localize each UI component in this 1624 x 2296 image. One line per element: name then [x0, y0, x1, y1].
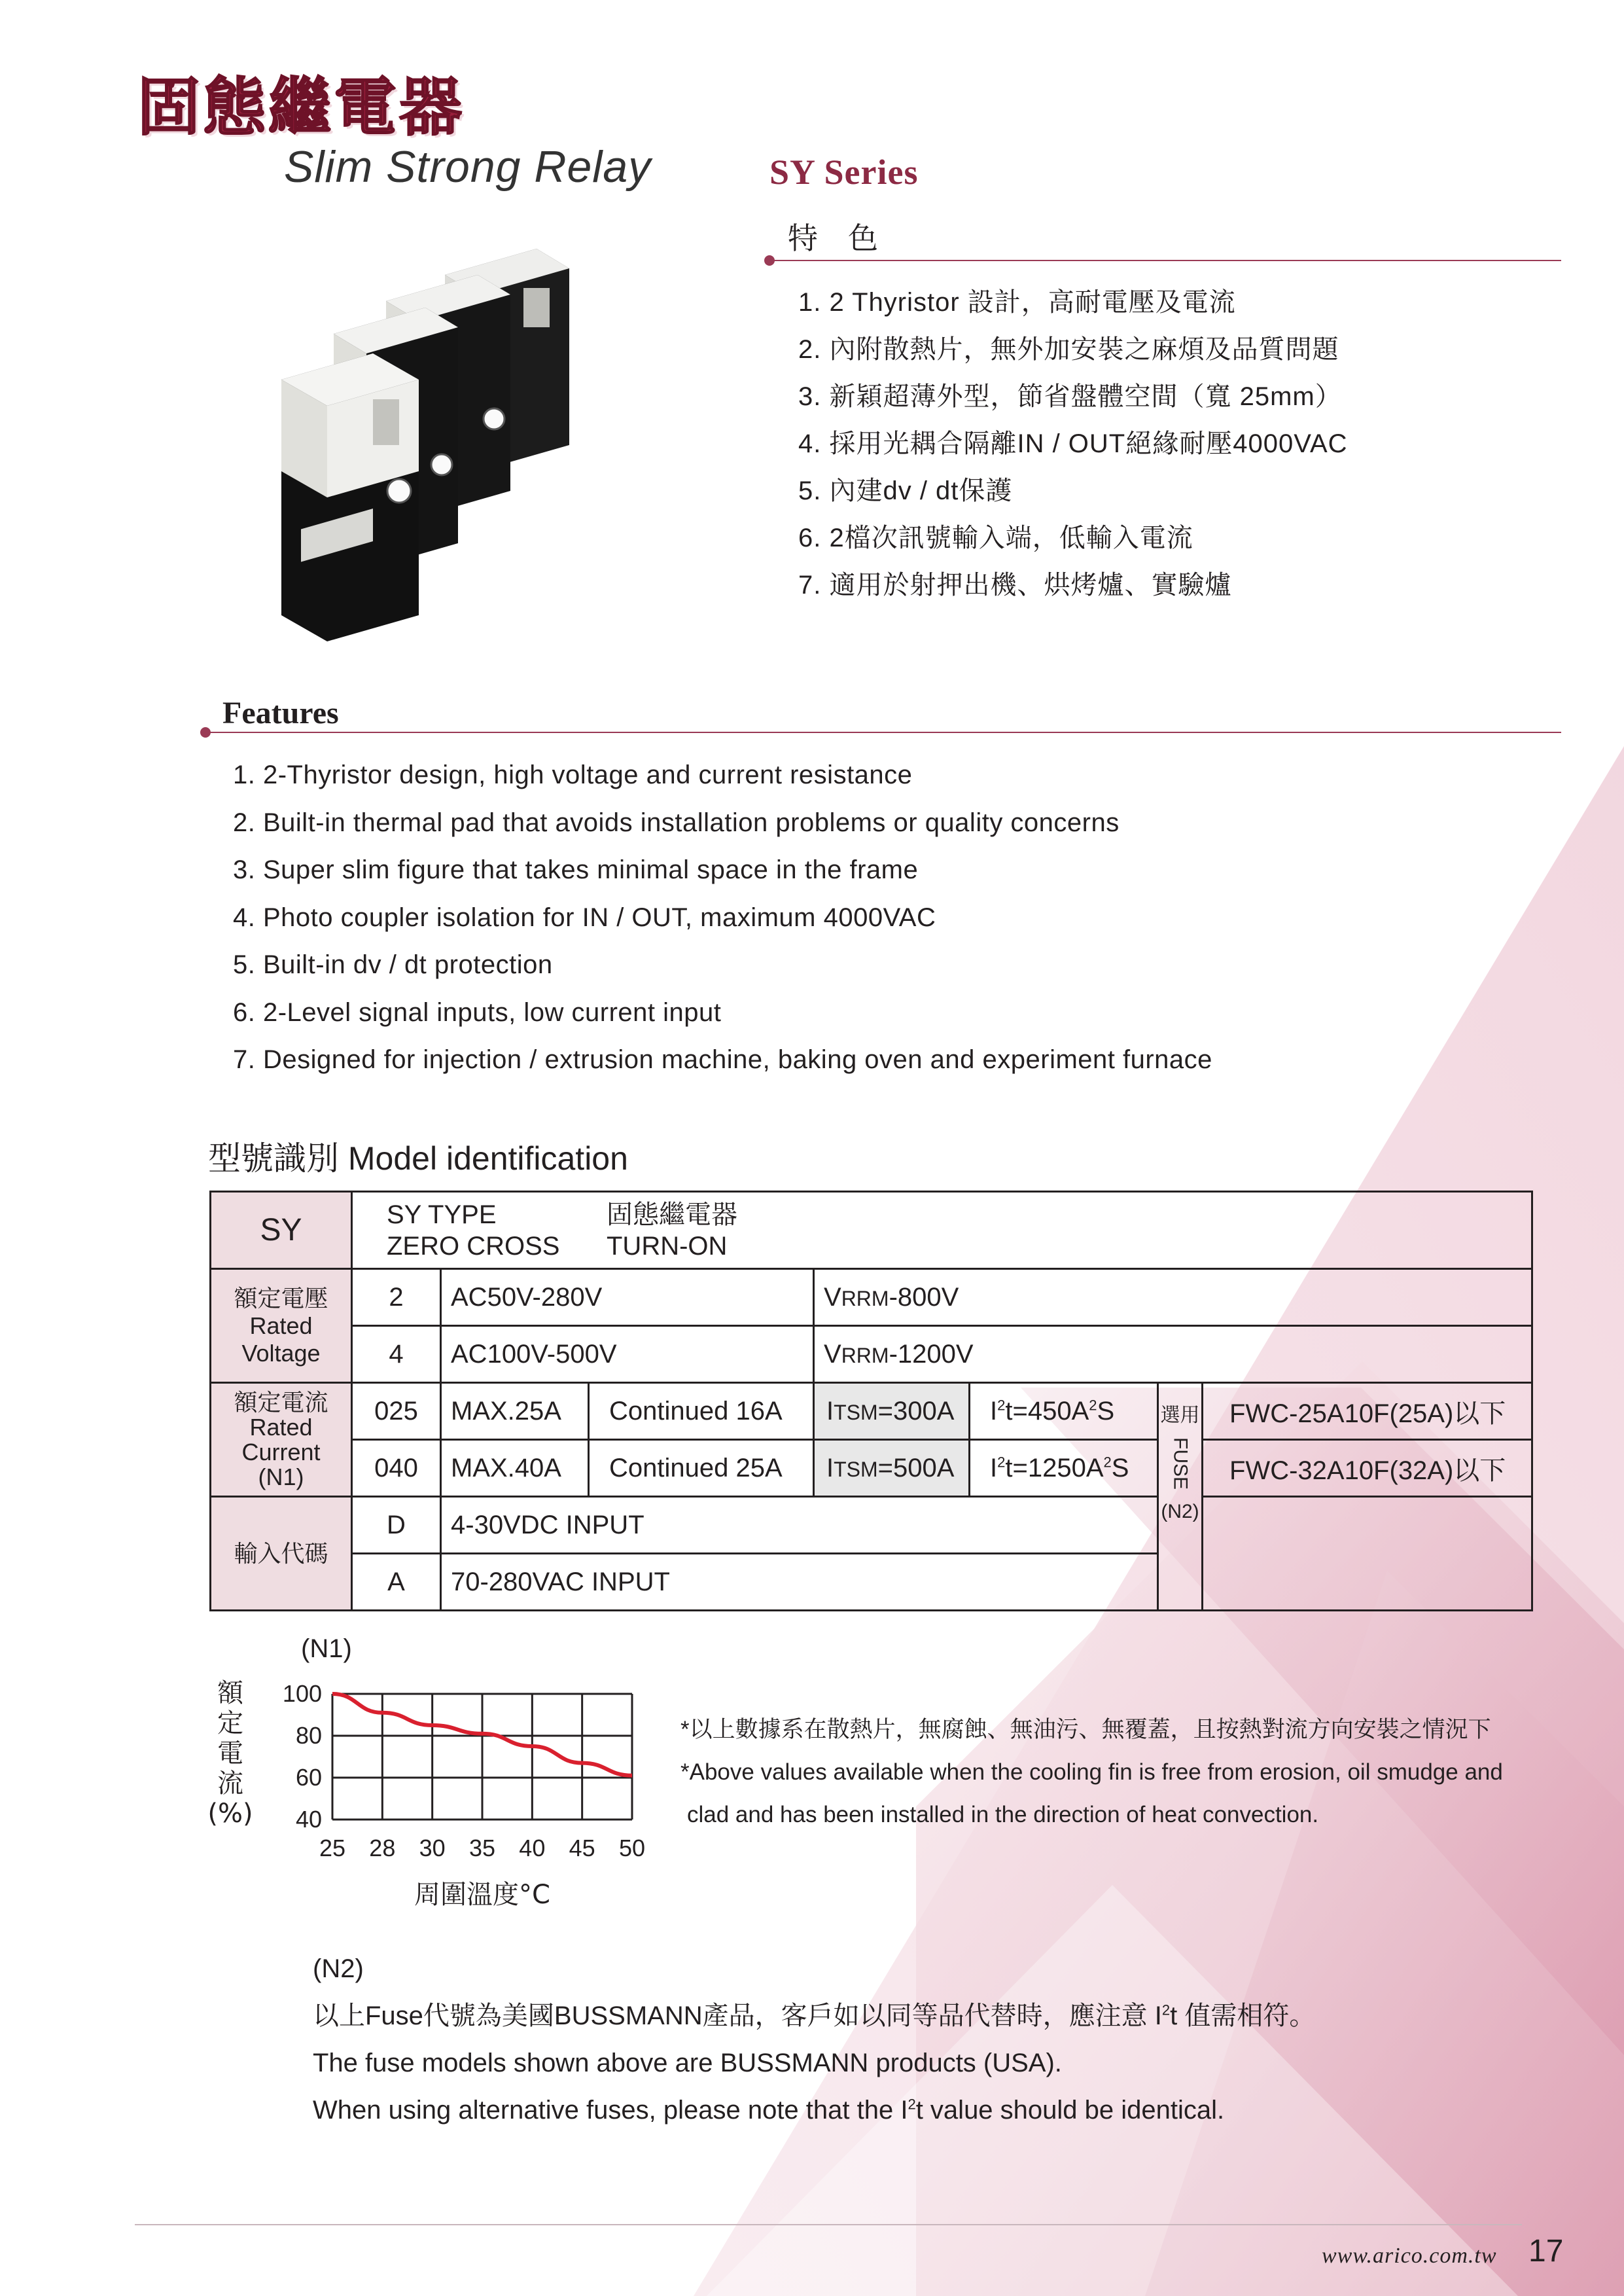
i2t-part: I [990, 1453, 998, 1482]
chart-x-tick-label: 45 [569, 1835, 595, 1861]
list-item: 2. 內附散熱片，無外加安裝之麻煩及品質問題 [798, 335, 1339, 364]
chart-y-label-part: 定 [217, 1708, 243, 1738]
features-en-heading: Features [222, 696, 339, 730]
v-prefix: V [824, 1282, 841, 1312]
table-cell-vrrm [814, 1326, 1532, 1383]
header-en: Rated Voltage [241, 1312, 321, 1367]
series-name: SY Series [769, 152, 919, 192]
superscript: 2 [1089, 1397, 1097, 1414]
n2-label: (N2) [313, 1954, 364, 1983]
chart-y-label-part: (%) [207, 1799, 253, 1829]
itsm-val: =300A [877, 1396, 955, 1426]
chart-x-tick-label: 28 [369, 1835, 396, 1861]
rated-current-header [211, 1383, 352, 1497]
list-item: 7. 適用於射押出機、烘烤爐、實驗爐 [798, 571, 1232, 600]
text-part: t 值需相符。 [1170, 2001, 1316, 2030]
table-cell-sy: SY [211, 1192, 352, 1269]
superscript: 2 [1103, 1454, 1112, 1471]
derating-chart [196, 1630, 694, 1931]
list-item: 4. 採用光耦合隔離IN / OUT絕緣耐壓4000VAC [798, 429, 1348, 458]
table-cell-code: A [352, 1554, 441, 1611]
input-code-header: 輸入代碼 [211, 1497, 352, 1611]
fuse-note: (N2) [1161, 1500, 1199, 1522]
itsm-prefix: I [826, 1396, 834, 1426]
i2t-part: S [1097, 1396, 1115, 1426]
chart-y-tick-label: 100 [282, 1680, 322, 1707]
superscript: 2 [1161, 2001, 1171, 2018]
table-cell-code: 040 [352, 1440, 441, 1497]
table-cell-vrrm [814, 1269, 1532, 1326]
chart-y-label-part: 流 [217, 1768, 243, 1799]
chart-y-tick-label: 40 [295, 1806, 322, 1833]
footer-url: www.arico.com.tw [1322, 2244, 1497, 2268]
table-row [211, 1192, 1532, 1269]
table-cell-code: D [352, 1497, 441, 1554]
turn-on-label: TURN-ON [607, 1231, 728, 1261]
table-cell-range: AC50V-280V [441, 1269, 814, 1326]
chart-y-label-part: 額 [217, 1678, 243, 1708]
table-cell-input: 70-280VAC INPUT [441, 1554, 1158, 1611]
itsm-val: =500A [877, 1453, 955, 1482]
fuse-column [1158, 1383, 1203, 1611]
table-row [211, 1497, 1532, 1554]
v-val: -1200V [889, 1339, 974, 1369]
itsm-prefix: I [826, 1453, 834, 1482]
fuse-select-label: 選用 [1160, 1405, 1200, 1427]
model-id-table [209, 1191, 1533, 1611]
table-cell-continued: Continued 25A [589, 1440, 814, 1497]
page-title-en: Slim Strong Relay [284, 142, 652, 192]
superscript: 2 [997, 1397, 1006, 1414]
note-line: clad and has been installed in the direction of heat convection. [687, 1802, 1319, 1827]
page-number: 17 [1528, 2234, 1564, 2269]
v-sub: RRM [841, 1343, 889, 1367]
relay-module-front [281, 353, 419, 641]
section-rule [205, 732, 1561, 733]
chart-x-tick-label: 25 [319, 1835, 346, 1861]
table-row [211, 1383, 1532, 1440]
text-part: 以上Fuse代號為美國BUSSMANN產品，客戶如以同等品代替時，應注意 I [313, 2001, 1162, 2030]
chart-title: (N1) [301, 1634, 352, 1663]
v-prefix: V [824, 1339, 841, 1369]
table-cell-itsm [814, 1440, 970, 1497]
header-en: Rated Current [241, 1413, 321, 1465]
page-title-cn: 固態繼電器 [137, 70, 465, 144]
chart-x-tick-label: 50 [618, 1835, 646, 1861]
table-cell-fuse: FWC-32A10F(32A)以下 [1203, 1440, 1532, 1497]
n2-en2 [313, 2087, 1315, 2134]
list-item: 3. Super slim figure that takes minimal space in the frame [233, 855, 919, 884]
n2-en1: The fuse models shown above are BUSSMANN products (USA). [313, 2049, 1062, 2077]
chart-x-tick-label: 35 [468, 1835, 496, 1861]
list-item: 6. 2檔次訊號輸入端，低輸入電流 [798, 524, 1193, 552]
type-label: SY TYPE [387, 1200, 497, 1229]
table-cell-code: 025 [352, 1383, 441, 1440]
fuse-label: FUSE [1169, 1437, 1192, 1490]
rated-voltage-header [211, 1269, 352, 1383]
table-row [211, 1440, 1532, 1497]
section-rule [769, 260, 1561, 261]
table-cell-max: MAX.40A [441, 1440, 589, 1497]
itsm-sub: TSM [834, 1400, 878, 1424]
list-item: 5. 內建dv / dt保護 [798, 476, 1013, 505]
list-item: 1. 2 Thyristor 設計，高耐電壓及電流 [798, 288, 1236, 317]
type-label-cn: 固態繼電器 [607, 1200, 737, 1229]
text-part: When using alternative fuses, please note that the I [313, 2096, 908, 2125]
table-cell-code: 2 [352, 1269, 441, 1326]
i2t-part: t=450A [1005, 1396, 1089, 1426]
list-item: 2. Built-in thermal pad that avoids installation problems or quality concerns [233, 808, 1120, 837]
table-cell-continued: Continued 16A [589, 1383, 814, 1440]
superscript: 2 [908, 2096, 916, 2113]
table-cell-max: MAX.25A [441, 1383, 589, 1440]
chart-y-label-part: 電 [217, 1738, 243, 1768]
model-id-title: 型號識別 Model identification [208, 1140, 628, 1177]
list-item: 6. 2-Level signal inputs, low current input [233, 997, 722, 1027]
chart-y-label [207, 1678, 253, 1829]
header-note: (N1) [258, 1463, 304, 1490]
n2-cn [313, 1992, 1315, 2039]
table-cell-empty [1203, 1497, 1532, 1611]
table-cell-i2t [970, 1383, 1158, 1440]
v-sub: RRM [841, 1286, 889, 1310]
table-cell-i2t [970, 1440, 1158, 1497]
zero-cross-label: ZERO CROSS [387, 1231, 560, 1261]
list-item: 4. Photo coupler isolation for IN / OUT, maximum 4000VAC [233, 903, 936, 932]
chart-x-tick-label: 40 [519, 1835, 546, 1861]
header-cn: 額定電流 [234, 1388, 328, 1416]
i2t-part: I [990, 1396, 998, 1426]
table-cell-type [352, 1192, 1532, 1269]
table-cell-range: AC100V-500V [441, 1326, 814, 1383]
itsm-sub: TSM [834, 1457, 878, 1481]
note-line: *以上數據系在散熱片，無腐蝕、無油污、無覆蓋，且按熱對流方向安裝之情況下 [680, 1717, 1491, 1742]
header-cn: 額定電壓 [234, 1284, 328, 1312]
features-cn-heading: 特 色 [788, 221, 878, 256]
list-item: 5. Built-in dv / dt protection [233, 950, 553, 979]
chart-ticks [283, 1680, 645, 1861]
note-line: *Above values available when the cooling fin is free from erosion, oil smudge and [680, 1759, 1503, 1785]
list-item: 3. 新穎超薄外型，節省盤體空間（寬 25mm） [798, 382, 1342, 411]
product-photo [275, 249, 641, 668]
table-cell-code: 4 [352, 1326, 441, 1383]
features-cn-list [798, 279, 1348, 609]
chart-y-tick-label: 80 [295, 1722, 322, 1749]
footer-rule [135, 2224, 1522, 2225]
text-part: t value should be identical. [915, 2096, 1225, 2125]
chart-x-label: 周圍溫度°C [414, 1880, 550, 1910]
i2t-part: S [1111, 1453, 1129, 1482]
i2t-part: t=1250A [1005, 1453, 1104, 1482]
v-val: -800V [889, 1282, 959, 1312]
chart-x-tick-label: 30 [419, 1835, 446, 1861]
notes [680, 1708, 1503, 1836]
list-item: 1. 2-Thyristor design, high voltage and current resistance [233, 761, 913, 789]
table-cell-input: 4-30VDC INPUT [441, 1497, 1158, 1554]
superscript: 2 [997, 1454, 1006, 1471]
table-row [211, 1326, 1532, 1383]
table-row [211, 1269, 1532, 1326]
n2-notes [313, 1945, 1315, 2134]
table-cell-fuse: FWC-25A10F(25A)以下 [1203, 1383, 1532, 1440]
table-cell-itsm [814, 1383, 970, 1440]
features-en-list [233, 751, 1212, 1084]
chart-y-tick-label: 60 [295, 1764, 322, 1791]
list-item: 7. Designed for injection / extrusion machine, baking oven and experiment furnace [233, 1045, 1212, 1074]
